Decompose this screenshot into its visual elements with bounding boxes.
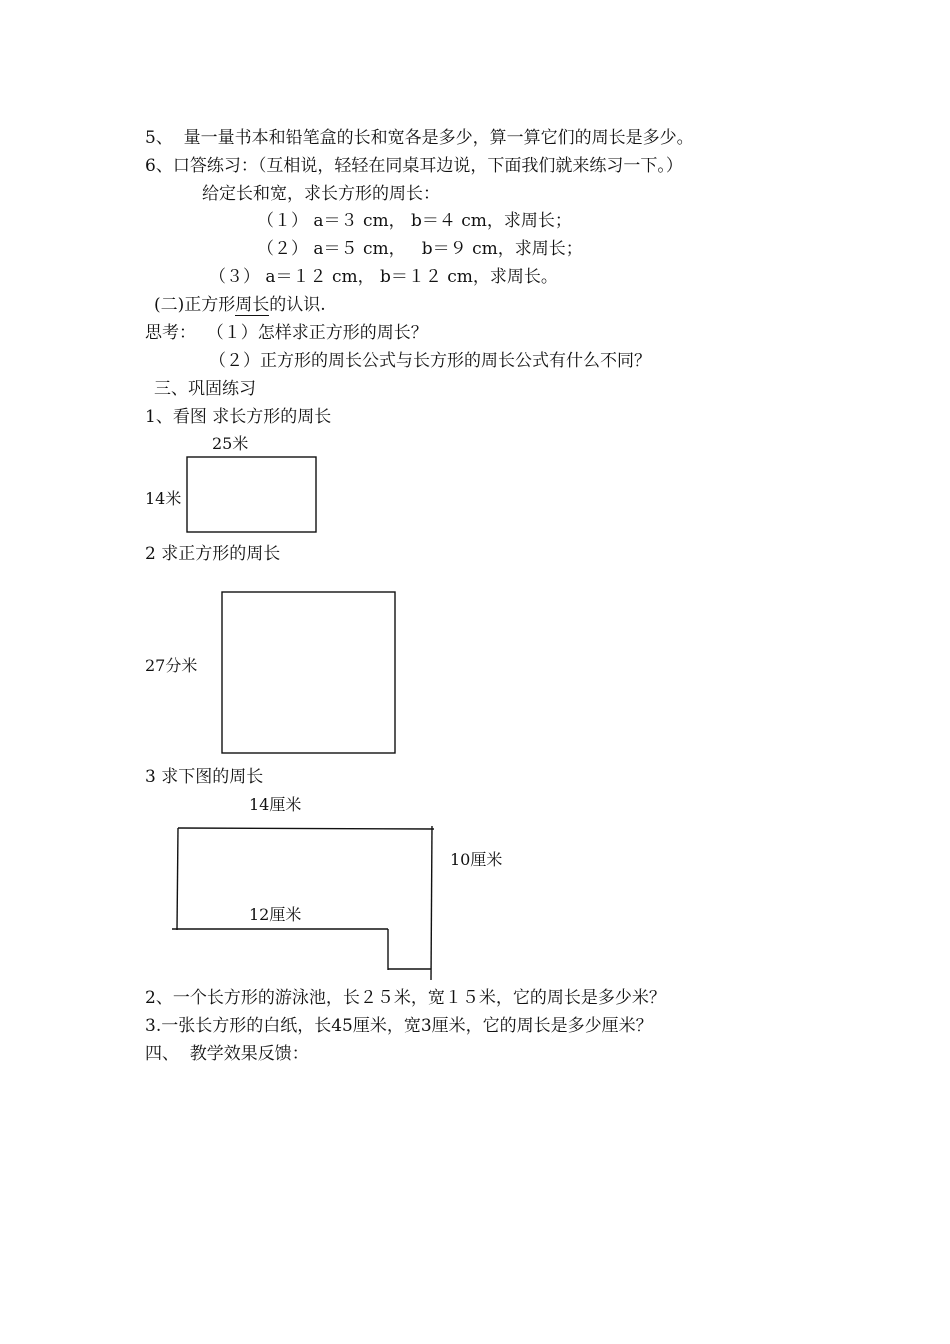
- square-left-label: 27分米: [145, 656, 198, 675]
- exercise-paper: 3.一张长方形的白纸，长45厘米，宽3厘米，它的周长是多少厘米？: [145, 1016, 653, 1036]
- rectangle-figure: [186, 456, 318, 533]
- square-figure: [221, 591, 397, 755]
- think-question-2: （２）正方形的周长公式与长方形的周长公式有什么不同？: [209, 351, 651, 371]
- item-5: 5、 量一量书本和铅笔盒的长和宽各是多少，算一算它们的周长是多少。: [145, 128, 694, 148]
- exercise-3: （３） a＝１２ cm， b＝１２ cm，求周长。: [209, 267, 558, 287]
- think-question-1: 思考： （１）怎样求正方形的周长？: [145, 323, 428, 343]
- rect-top-label: 25米: [212, 434, 249, 453]
- exercise-figure-2-title: 2 求正方形的周长: [145, 544, 281, 564]
- section-2-heading: [154, 294, 326, 316]
- shape3-top-edge: [178, 828, 434, 829]
- section-2-pre: (二)正方形: [154, 295, 236, 315]
- square-shape: [222, 592, 395, 753]
- shape3-right-label: 10厘米: [450, 850, 503, 869]
- rectangle-shape: [187, 457, 316, 532]
- instruction-line: 给定长和宽，求长方形的周长：: [202, 184, 440, 204]
- section-3-heading: 三、巩固练习: [154, 379, 256, 399]
- exercise-pool: 2、一个长方形的游泳池，长２５米，宽１５米，它的周长是多少米？: [145, 988, 666, 1008]
- shape3-top-label: 14厘米: [249, 795, 302, 814]
- section-4-heading: 四、 教学效果反馈：: [145, 1044, 309, 1064]
- exercise-figure-3-title: 3 求下图的周长: [145, 767, 264, 787]
- composite-shape-figure: [170, 822, 440, 982]
- exercise-figure-1-title: 1、看图 求长方形的周长: [145, 407, 332, 427]
- exercise-1: （１） a＝３ cm， b＝４ cm，求周长；: [257, 211, 572, 231]
- item-6: 6、口答练习：（互相说，轻轻在同桌耳边说，下面我们就来练习一下。）: [145, 156, 683, 176]
- section-2-underlined: 周长: [235, 295, 270, 315]
- section-2-post: 的认识.: [269, 295, 326, 315]
- rect-left-label: 14米: [145, 489, 182, 508]
- shape3-left-edge: [177, 828, 178, 930]
- exercise-2: （２） a＝５ cm， b＝９ cm，求周长；: [257, 239, 583, 259]
- shape3-inner-label: 12厘米: [249, 905, 302, 924]
- shape3-right-edge: [431, 826, 432, 980]
